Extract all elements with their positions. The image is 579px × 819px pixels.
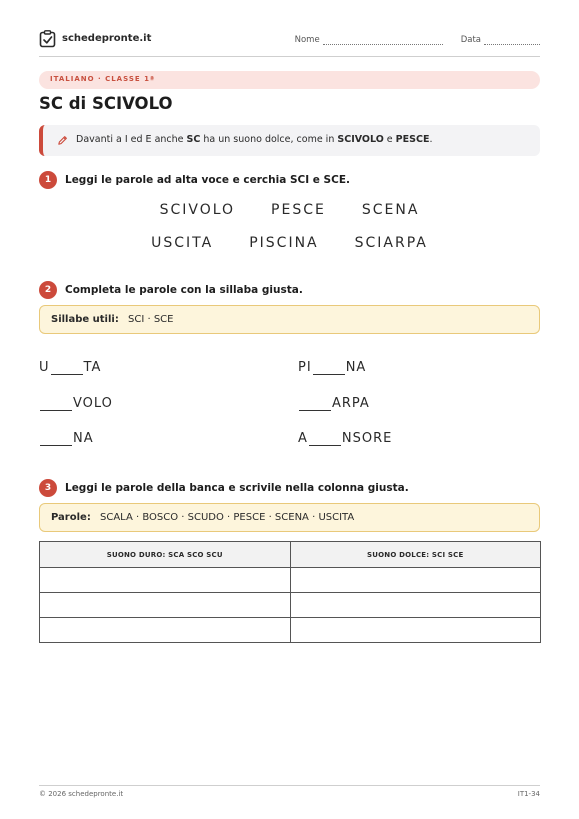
syllables-box <box>39 305 540 334</box>
exercise-instruction: Completa le parole con la sillaba giusta. <box>65 284 303 296</box>
exercise-number-badge: 1 <box>39 171 57 189</box>
name-field[interactable] <box>295 35 443 45</box>
date-line[interactable] <box>484 36 540 45</box>
student-fields <box>295 35 540 45</box>
exercise-instruction: Leggi le parole ad alta voce e cerchia SCI e SCE. <box>65 174 350 186</box>
word-item[interactable]: PESCE <box>271 202 326 218</box>
clipboard-check-icon <box>39 30 56 48</box>
fill-after: VOLO <box>73 396 113 411</box>
name-label: Nome <box>294 35 320 45</box>
rule-part-4: . <box>429 134 433 145</box>
word-item[interactable]: PISCINA <box>249 235 319 251</box>
date-field[interactable] <box>461 35 540 45</box>
exercise-instruction: Leggi le parole della banca e scrivile nella colonna giusta. <box>65 482 409 494</box>
footer-code: IT1-34 <box>517 790 540 798</box>
word-item[interactable]: SCIARPA <box>354 235 428 251</box>
table-cell[interactable] <box>290 618 541 643</box>
syllables-value: SCI · SCE <box>128 314 174 325</box>
fill-after: ARPA <box>332 396 370 411</box>
rule-bold-pesce: PESCE <box>395 134 430 145</box>
word-bank-box <box>39 503 540 532</box>
rule-part-3: e <box>383 134 396 145</box>
exercise-3-heading <box>39 479 409 497</box>
table-header-row <box>40 542 541 568</box>
exercise-2-heading <box>39 281 303 299</box>
fill-after: NSORE <box>341 431 393 446</box>
name-line[interactable] <box>323 36 443 45</box>
column-header-hard: SUONO DURO: SCA SCO SCU <box>40 542 291 568</box>
fill-after: NA <box>73 431 94 446</box>
table-row <box>40 618 541 643</box>
rule-bold-scivolo: SCIVOLO <box>337 134 384 145</box>
brand-name: schedepronte.it <box>62 32 152 44</box>
fill-after: NA <box>345 360 367 375</box>
fill-blank[interactable] <box>51 363 83 375</box>
date-label: Data <box>460 35 481 45</box>
fill-after: TA <box>83 360 102 375</box>
syllables-label: Sillabe utili: <box>51 314 119 325</box>
word-item[interactable]: USCITA <box>151 235 214 251</box>
word-row-1 <box>39 202 540 218</box>
exercise-number-badge: 2 <box>39 281 57 299</box>
fill-before: U <box>39 360 50 375</box>
rule-box <box>39 125 540 156</box>
word-item[interactable]: SCENA <box>361 202 420 218</box>
rule-text <box>76 134 432 145</box>
column-header-soft: SUONO DOLCE: SCI SCE <box>290 542 541 568</box>
table-row <box>40 568 541 593</box>
rule-part-2: ha un suono dolce, come in <box>200 134 338 145</box>
footer-copyright: © 2026 schedepronte.it <box>39 790 124 798</box>
word-bank-label: Parole: <box>51 512 91 523</box>
fill-item <box>39 396 113 411</box>
fill-blank[interactable] <box>40 434 72 446</box>
word-bank-value: SCALA · BOSCO · SCUDO · PESCE · SCENA · USCITA <box>100 512 355 523</box>
fill-before: A <box>298 431 308 446</box>
header <box>39 30 540 54</box>
table-cell[interactable] <box>40 568 291 593</box>
fill-blank[interactable] <box>40 399 72 411</box>
brand <box>39 30 151 48</box>
rule-bold-sc: SC <box>186 134 201 145</box>
fill-item <box>298 360 366 375</box>
table-cell[interactable] <box>290 593 541 618</box>
word-row-2 <box>39 235 540 251</box>
fill-blank[interactable] <box>309 434 341 446</box>
word-item[interactable]: SCIVOLO <box>159 202 236 218</box>
fill-item <box>39 360 101 375</box>
exercise-1-heading <box>39 171 350 189</box>
fill-blank[interactable] <box>313 363 345 375</box>
exercise-number-badge: 3 <box>39 479 57 497</box>
rule-part-1: Davanti a I ed E anche <box>76 134 187 145</box>
header-divider <box>39 56 540 57</box>
pencil-icon <box>57 135 68 146</box>
table-cell[interactable] <box>290 568 541 593</box>
subject-band <box>39 71 540 89</box>
sorting-table <box>39 541 541 643</box>
table-cell[interactable] <box>40 593 291 618</box>
table-row <box>40 593 541 618</box>
page-title: SC di SCIVOLO <box>39 94 173 113</box>
fill-item <box>298 431 392 446</box>
table-cell[interactable] <box>40 618 291 643</box>
fill-before: PI <box>298 360 312 375</box>
footer-divider <box>39 785 540 786</box>
fill-item <box>298 396 370 411</box>
subject-label: ITALIANO · CLASSE 1ª <box>50 75 155 83</box>
fill-blank[interactable] <box>299 399 331 411</box>
fill-item <box>39 431 94 446</box>
